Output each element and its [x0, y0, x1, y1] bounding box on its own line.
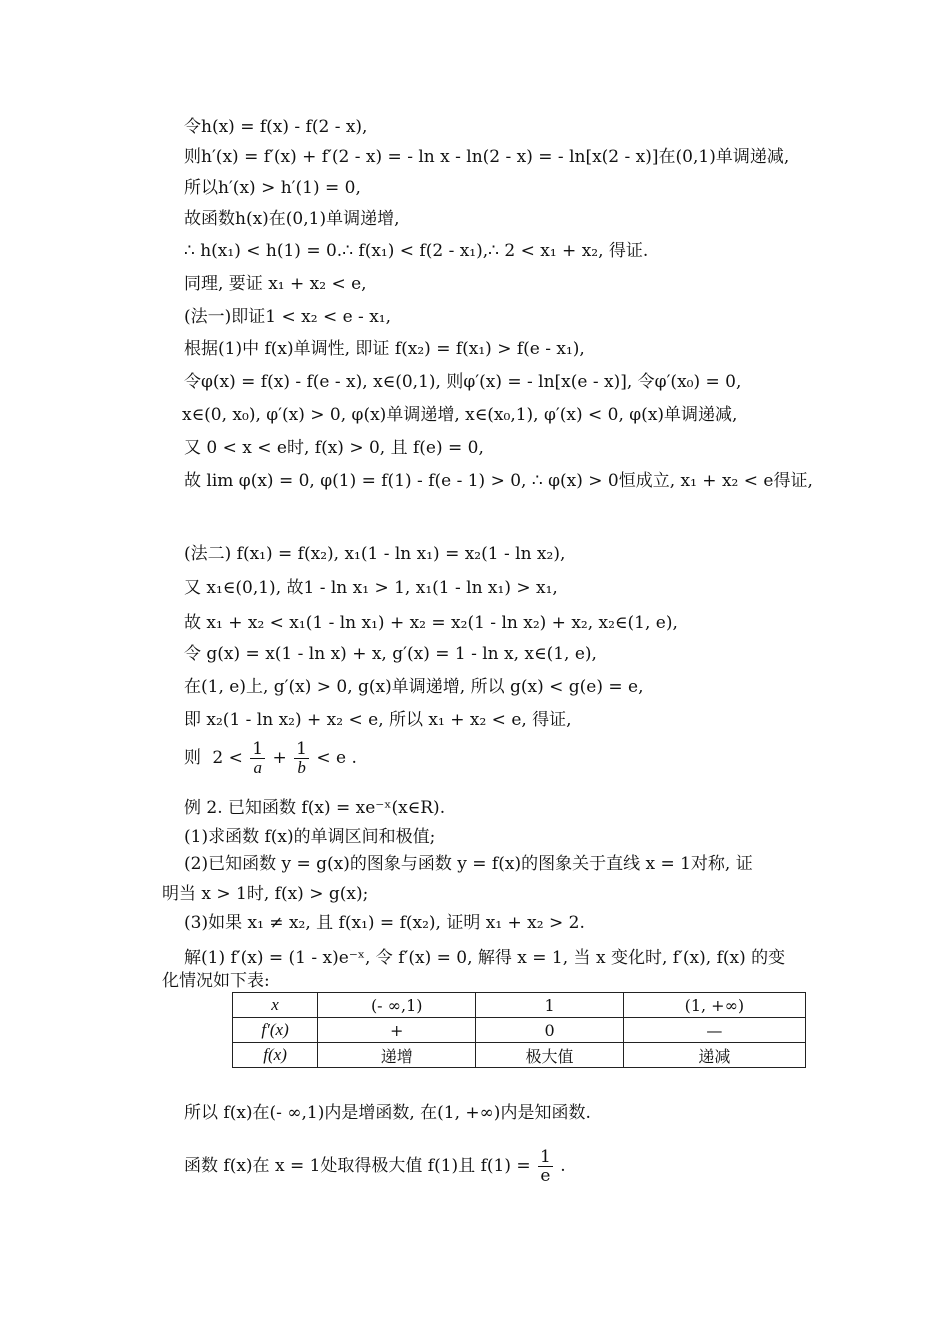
- table-row: [233, 1018, 806, 1043]
- text-line: 故函数h(x)在(0,1)单调递增,: [184, 209, 400, 229]
- fraction-denominator: b: [297, 758, 306, 777]
- text-line: 所以 f(x)在(- ∞,1)内是增函数, 在(1, +∞)内是知函数.: [184, 1103, 591, 1123]
- text-line: 在(1, e)上, g′(x) > 0, g(x)单调递增, 所以 g(x) < g(e) = e,: [184, 677, 644, 697]
- inequality-right: < e: [316, 748, 347, 768]
- inequality-left: 2 <: [212, 748, 243, 768]
- fraction-numerator: 1: [252, 739, 264, 759]
- text-line: 即 x₂(1 - ln x₂) + x₂ < e, 所以 x₁ + x₂ < e, 得证,: [184, 710, 572, 730]
- table-cell: 极大值: [476, 1043, 623, 1068]
- plus-sign: +: [272, 748, 287, 768]
- text-line: 故 lim φ(x) = 0, φ(1) = f(1) - f(e - 1) > 0, ∴ φ(x) > 0恒成立, x₁ + x₂ < e得证,: [184, 471, 813, 491]
- table-cell: 递增: [318, 1043, 476, 1068]
- fraction-denominator: a: [253, 758, 262, 777]
- table-cell: 1: [476, 993, 623, 1018]
- variation-table: [232, 992, 806, 1068]
- table-cell: (- ∞,1): [318, 993, 476, 1018]
- table-row: [233, 1043, 806, 1068]
- text-line: 令 g(x) = x(1 - ln x) + x, g′(x) = 1 - ln x, x∈(1, e),: [184, 644, 597, 664]
- text-line: 例 2. 已知函数 f(x) = xe⁻ˣ(x∈R).: [184, 798, 446, 818]
- fraction-denominator: e: [540, 1166, 551, 1186]
- table-cell: 递减: [623, 1043, 805, 1068]
- text-line: 解(1) f′(x) = (1 - x)e⁻ˣ, 令 f′(x) = 0, 解得 x = 1, 当 x 变化时, f′(x), f(x) 的变: [184, 948, 786, 968]
- inequality-end: .: [351, 748, 357, 768]
- final-line-end: .: [560, 1156, 566, 1176]
- text-line: (3)如果 x₁ ≠ x₂, 且 f(x₁) = f(x₂), 证明 x₁ + x₂ > 2.: [184, 913, 585, 933]
- table-cell: x: [233, 993, 318, 1018]
- table-header-row: [233, 993, 806, 1018]
- text-line: 化情况如下表:: [162, 971, 270, 991]
- text-line: 令φ(x) = f(x) - f(e - x), x∈(0,1), 则φ′(x) = - ln[x(e - x)], 令φ′(x₀) = 0,: [184, 372, 742, 392]
- text-line: (法二) f(x₁) = f(x₂), x₁(1 - ln x₁) = x₂(1 - ln x₂),: [184, 544, 566, 564]
- text-line: x∈(0, x₀), φ′(x) > 0, φ(x)单调递增, x∈(x₀,1), φ′(x) < 0, φ(x)单调递减,: [182, 405, 738, 425]
- fraction-numerator: 1: [296, 739, 307, 759]
- table-cell: f′(x): [233, 1018, 318, 1043]
- table-cell: (1, +∞): [623, 993, 805, 1018]
- table-cell: 0: [476, 1018, 623, 1043]
- fraction-one-over-b: [294, 740, 309, 777]
- text-line: 同理, 要证 x₁ + x₂ < e,: [184, 274, 367, 294]
- text-line: 所以h′(x) > h′(1) = 0,: [184, 178, 361, 198]
- text-line: 明当 x > 1时, f(x) > g(x);: [162, 884, 369, 904]
- fraction-one-over-e: [538, 1148, 553, 1185]
- table-cell: +: [318, 1018, 476, 1043]
- text-line: 故 x₁ + x₂ < x₁(1 - ln x₁) + x₂ = x₂(1 - ln x₂) + x₂, x₂∈(1, e),: [184, 613, 678, 633]
- fraction-one-over-a: [250, 740, 265, 777]
- text-line: ∴ h(x₁) < h(1) = 0.∴ f(x₁) < f(2 - x₁),∴ 2 < x₁ + x₂, 得证.: [184, 241, 649, 261]
- text-line: 则h′(x) = f′(x) + f′(2 - x) = - ln x - ln(2 - x) = - ln[x(2 - x)]在(0,1)单调递减,: [184, 147, 790, 167]
- table-cell: —: [623, 1018, 805, 1043]
- text-line: 又 x₁∈(0,1), 故1 - ln x₁ > 1, x₁(1 - ln x₁) > x₁,: [184, 578, 558, 598]
- text-line: 根据(1)中 f(x)单调性, 即证 f(x₂) = f(x₁) > f(e - x₁),: [184, 339, 585, 359]
- text-line: (法一)即证1 < x₂ < e - x₁,: [184, 307, 392, 327]
- inequality-line: [184, 740, 357, 777]
- final-line-text: 函数 f(x)在 x = 1处取得极大值 f(1)且 f(1) =: [184, 1156, 531, 1176]
- fraction-numerator: 1: [540, 1147, 551, 1167]
- text-line: (1)求函数 f(x)的单调区间和极值;: [184, 827, 436, 847]
- table-cell: f(x): [233, 1043, 318, 1068]
- text-line: 令h(x) = f(x) - f(2 - x),: [184, 117, 368, 137]
- text-line: 又 0 < x < e时, f(x) > 0, 且 f(e) = 0,: [184, 438, 484, 458]
- text-line: (2)已知函数 y = g(x)的图象与函数 y = f(x)的图象关于直线 x = 1对称, 证: [184, 854, 753, 874]
- inequality-prefix: 则: [184, 748, 201, 768]
- final-line: [184, 1148, 566, 1185]
